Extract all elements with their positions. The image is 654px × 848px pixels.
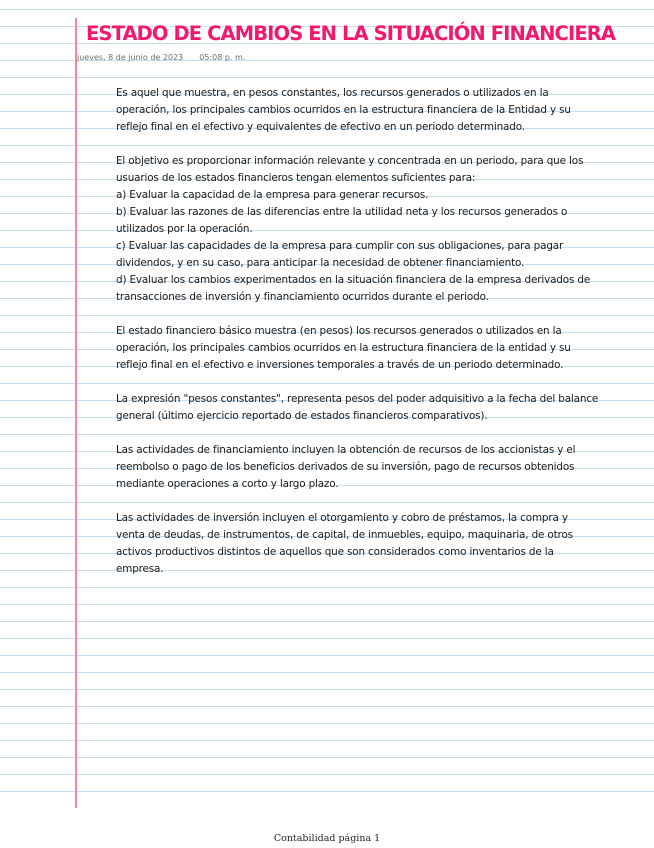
paragraph-line: Las actividades de inversión incluyen el otorgamiento y cobro de préstamos, la compra y — [116, 512, 568, 524]
paragraph-line: Es aquel que muestra, en pesos constantes, los recursos generados o utilizados en la — [116, 87, 549, 99]
page-time: 05:08 p. m. — [199, 53, 246, 62]
paragraph — [116, 510, 636, 578]
paragraph-line: c) Evaluar las capacidades de la empresa para cumplir con sus obligaciones, para pagar — [116, 240, 564, 252]
paragraph-line: utilizados por la operación. — [116, 223, 253, 235]
paragraph-line: Las actividades de financiamiento incluyen la obtención de recursos de los accionistas y el — [116, 444, 576, 456]
paragraph-line: transacciones de inversión y financiamiento ocurridos durante el periodo. — [116, 291, 489, 303]
page-meta — [77, 53, 245, 62]
page-footer: Contabilidad página 1 — [273, 833, 381, 844]
paragraph — [116, 442, 636, 493]
paragraph-line: dividendos, y en su caso, para anticipar la necesidad de obtener financiamiento. — [116, 257, 525, 269]
paragraph-line: El estado financiero básico muestra (en pesos) los recursos generados o utilizados en la — [116, 325, 562, 337]
paragraph-line: operación, los principales cambios ocurridos en la estructura financiera de la entidad y su — [116, 342, 571, 354]
paragraph-line: venta de deudas, de instrumentos, de capital, de inmuebles, equipo, maquinaria, de otros — [116, 529, 573, 541]
paragraph-line: a) Evaluar la capacidad de la empresa para generar recursos. — [116, 189, 429, 201]
paragraph-line: activos productivos distintos de aquellos que son considerados como inventarios de la — [116, 546, 554, 558]
paragraph — [116, 391, 636, 425]
paragraph-line: d) Evaluar los cambios experimentados en la situación financiera de la empresa derivados de — [116, 274, 591, 286]
page-title: ESTADO DE CAMBIOS EN LA SITUACIÓN FINANCIERA — [86, 22, 616, 45]
paragraph-line: usuarios de los estados financieros tengan elementos suficientes para: — [116, 172, 476, 184]
page-body — [116, 85, 636, 595]
margin-line — [75, 18, 77, 808]
paragraph-line: empresa. — [116, 563, 164, 575]
paragraph — [116, 153, 636, 306]
paragraph-line: reflejo final en el efectivo e inversiones temporales a través de un periodo determinado. — [116, 359, 564, 371]
paragraph-line: general (último ejercicio reportado de estados financieros comparativos). — [116, 410, 488, 422]
paragraph-line: b) Evaluar las razones de las diferencias entre la utilidad neta y los recursos generados o — [116, 206, 568, 218]
paragraph-line: La expresión "pesos constantes", representa pesos del poder adquisitivo a la fecha del balance — [116, 393, 599, 405]
paragraph — [116, 85, 636, 136]
paragraph-line: El objetivo es proporcionar información relevante y concentrada en un periodo, para que los — [116, 155, 584, 167]
paragraph — [116, 323, 636, 374]
page-date: jueves, 8 de junio de 2023 — [77, 53, 184, 62]
paragraph-line: reembolso o pago de los beneficios derivados de su inversión, pago de recursos obtenidos — [116, 461, 575, 473]
paragraph-line: mediante operaciones a corto y largo plazo. — [116, 478, 339, 490]
paragraph-line: reflejo final en el efectivo y equivalentes de efectivo en un periodo determinado. — [116, 121, 525, 133]
paragraph-line: operación, los principales cambios ocurridos en la estructura financiera de la Entidad y su — [116, 104, 571, 116]
